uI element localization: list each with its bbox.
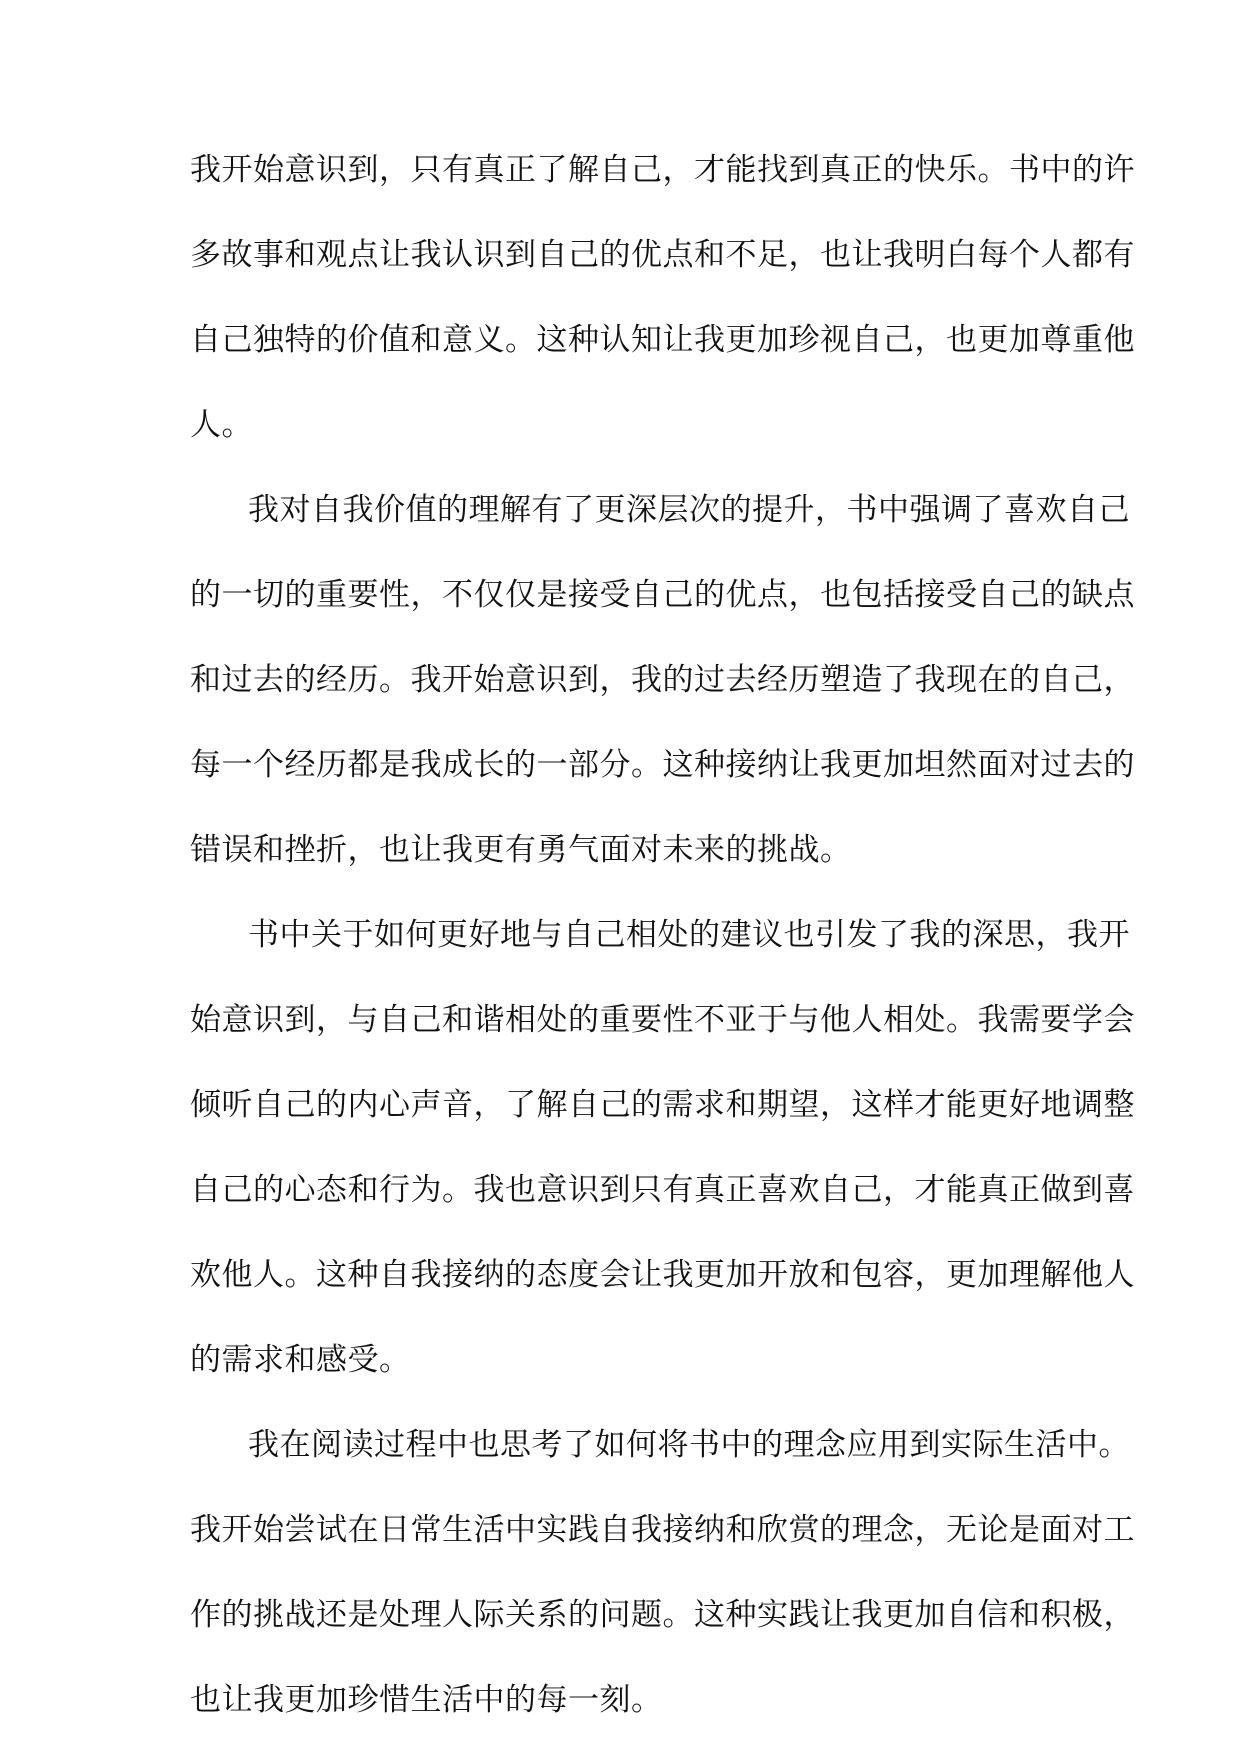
paragraph-1-line-1: 我开始意识到，只有真正了解自己，才能找到真正的快乐。书中的许: [190, 152, 1135, 188]
document-body: [190, 138, 1135, 1753]
paragraph-4-line-1: 我在阅读过程中也思考了如何将书中的理念应用到实际生活中。: [248, 1427, 1130, 1463]
paragraph-4-line-3: 作的挑战还是处理人际关系的问题。这种实践让我更加自信和积极，: [190, 1597, 1135, 1633]
paragraph-1-line-2: 多故事和观点让我认识到自己的优点和不足，也让我明白每个人都有: [190, 237, 1135, 273]
paragraph-3-line-5: 欢他人。这种自我接纳的态度会让我更加开放和包容，更加理解他人: [190, 1257, 1135, 1293]
paragraph-3-line-4: 自己的心态和行为。我也意识到只有真正喜欢自己，才能真正做到喜: [190, 1172, 1135, 1208]
paragraph-3-line-1: 书中关于如何更好地与自己相处的建议也引发了我的深思，我开: [248, 917, 1130, 953]
paragraph-3-line-3: 倾听自己的内心声音，了解自己的需求和期望，这样才能更好地调整: [190, 1087, 1135, 1123]
paragraph-1-line-4: 人。: [190, 407, 253, 443]
paragraph-2-line-5: 错误和挫折，也让我更有勇气面对未来的挑战。: [190, 832, 852, 868]
paragraph-2-line-4: 每一个经历都是我成长的一部分。这种接纳让我更加坦然面对过去的: [190, 747, 1135, 783]
paragraph-4-line-4: 也让我更加珍惜生活中的每一刻。: [190, 1682, 663, 1718]
paragraph-2-line-1: 我对自我价值的理解有了更深层次的提升，书中强调了喜欢自己: [248, 492, 1130, 528]
paragraph-3-line-2: 始意识到，与自己和谐相处的重要性不亚于与他人相处。我需要学会: [190, 1002, 1135, 1038]
paragraph-2-line-2: 的一切的重要性，不仅仅是接受自己的优点，也包括接受自己的缺点: [190, 577, 1135, 613]
paragraph-3-line-6: 的需求和感受。: [190, 1342, 411, 1378]
paragraph-2-line-3: 和过去的经历。我开始意识到，我的过去经历塑造了我现在的自己，: [190, 662, 1135, 698]
paragraph-4-line-2: 我开始尝试在日常生活中实践自我接纳和欣赏的理念，无论是面对工: [190, 1512, 1135, 1548]
paragraph-1-line-3: 自己独特的价值和意义。这种认知让我更加珍视自己，也更加尊重他: [190, 322, 1135, 358]
